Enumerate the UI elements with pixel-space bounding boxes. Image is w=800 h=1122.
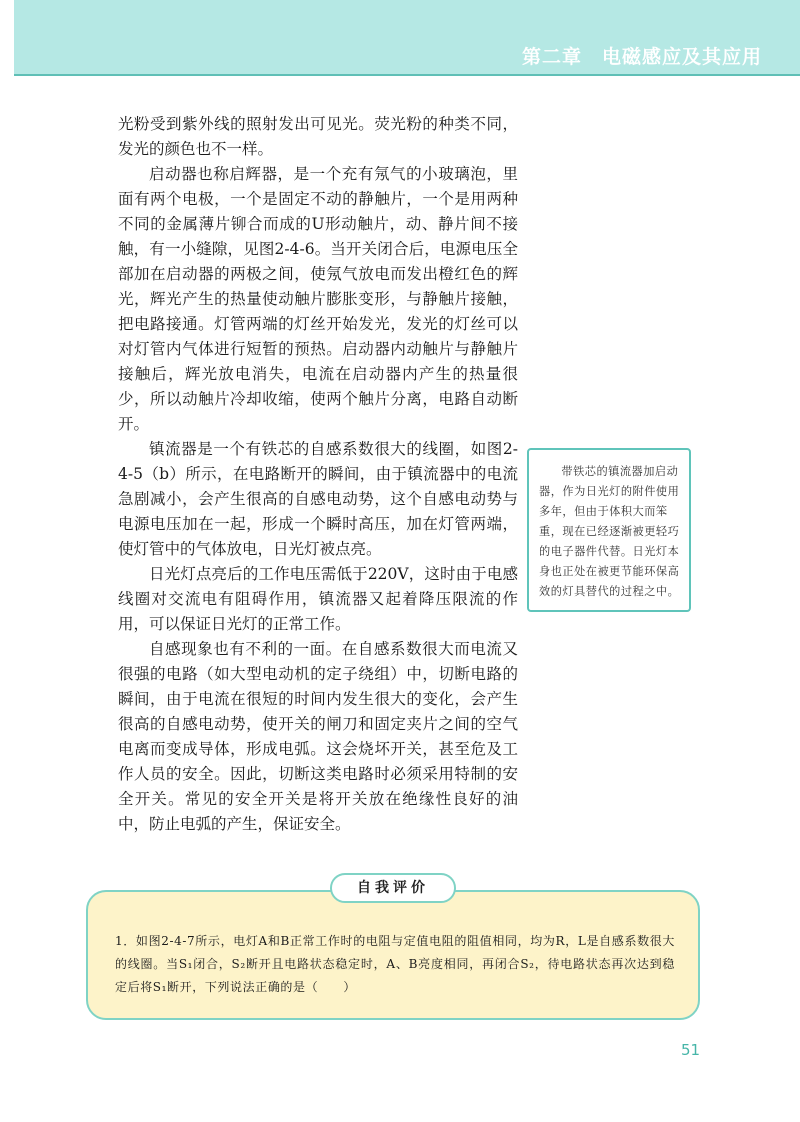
paragraph-3: 镇流器是一个有铁芯的自感系数很大的线圈，如图2-4-5（b）所示，在电路断开的瞬间，由于镇流器中的电流急剧减小，会产生很高的自感电动势，这个自感电动势与电源电压加在一起，形成一个瞬时高压，加在灯管两端，使灯管中的气体放电，日光灯被点亮。 — [118, 440, 518, 558]
side-note-text: 带铁芯的镇流器加启动器，作为日光灯的附件使用多年，但由于体积大而笨重，现在已经逐渐被更轻巧的电子器件代替。日光灯本身也正处在被更节能环保高效的灯具替代的过程之中。 — [539, 465, 680, 598]
header-band — [14, 0, 800, 74]
side-note-box — [527, 448, 691, 612]
exercise-question: 1．如图2-4-7所示，电灯A和B正常工作时的电阻与定值电阻的阻值相同，均为R，L是自感系数很大的线圈。当S₁闭合，S₂断开且电路状态稳定时，A、B亮度相同，再闭合S₂，待电路状态再次达到稳定后将S₁断开，下列说法正确的是（ ） — [115, 934, 675, 994]
paragraph-4: 日光灯点亮后的工作电压需低于220V，这时由于电感线圈对交流电有阻碍作用，镇流器又起着降压限流的作用，可以保证日光灯的正常工作。 — [118, 565, 518, 633]
chapter-title: 第二章 电磁感应及其应用 — [521, 46, 762, 68]
header-divider — [14, 74, 800, 76]
paragraph-1: 光粉受到紫外线的照射发出可见光。荧光粉的种类不同，发光的颜色也不一样。 — [118, 115, 518, 158]
paragraph-5: 自感现象也有不利的一面。在自感系数很大而电流又很强的电路（如大型电动机的定子绕组）中，切断电路的瞬间，由于电流在很短的时间内发生很大的变化，会产生很高的自感电动势，使开关的闸刀和固定夹片之间的空气电离而变成导体，形成电弧。这会烧坏开关，甚至危及工作人员的安全。因此，切断这类电路时必须采用特制的安全开关。常见的安全开关是将开关放在绝缘性良好的油中，防止电弧的产生，保证安全。 — [118, 640, 518, 833]
paragraph-2: 启动器也称启辉器，是一个充有氖气的小玻璃泡，里面有两个电极，一个是固定不动的静触片，一个是用两种不同的金属薄片铆合而成的U形动触片，动、静片间不接触，有一小缝隙，见图2-4-6。当开关闭合后，电源电压全部加在启动器的两极之间，使氖气放电而发出橙红色的辉光，辉光产生的热量使动触片膨胀变形，与静触片接触，把电路接通。灯管两端的灯丝开始发光，发光的灯丝可以对灯管内气体进行短暂的预热。启动器内动触片与静触片接触后，辉光放电消失，电流在启动器内产生的热量很少，所以动触片冷却收缩，使两个触片分离，电路自动断开。 — [118, 165, 518, 433]
page-number: 51 — [681, 1041, 701, 1059]
self-evaluation-label: 自我评价 — [330, 873, 456, 903]
main-text — [118, 112, 518, 837]
